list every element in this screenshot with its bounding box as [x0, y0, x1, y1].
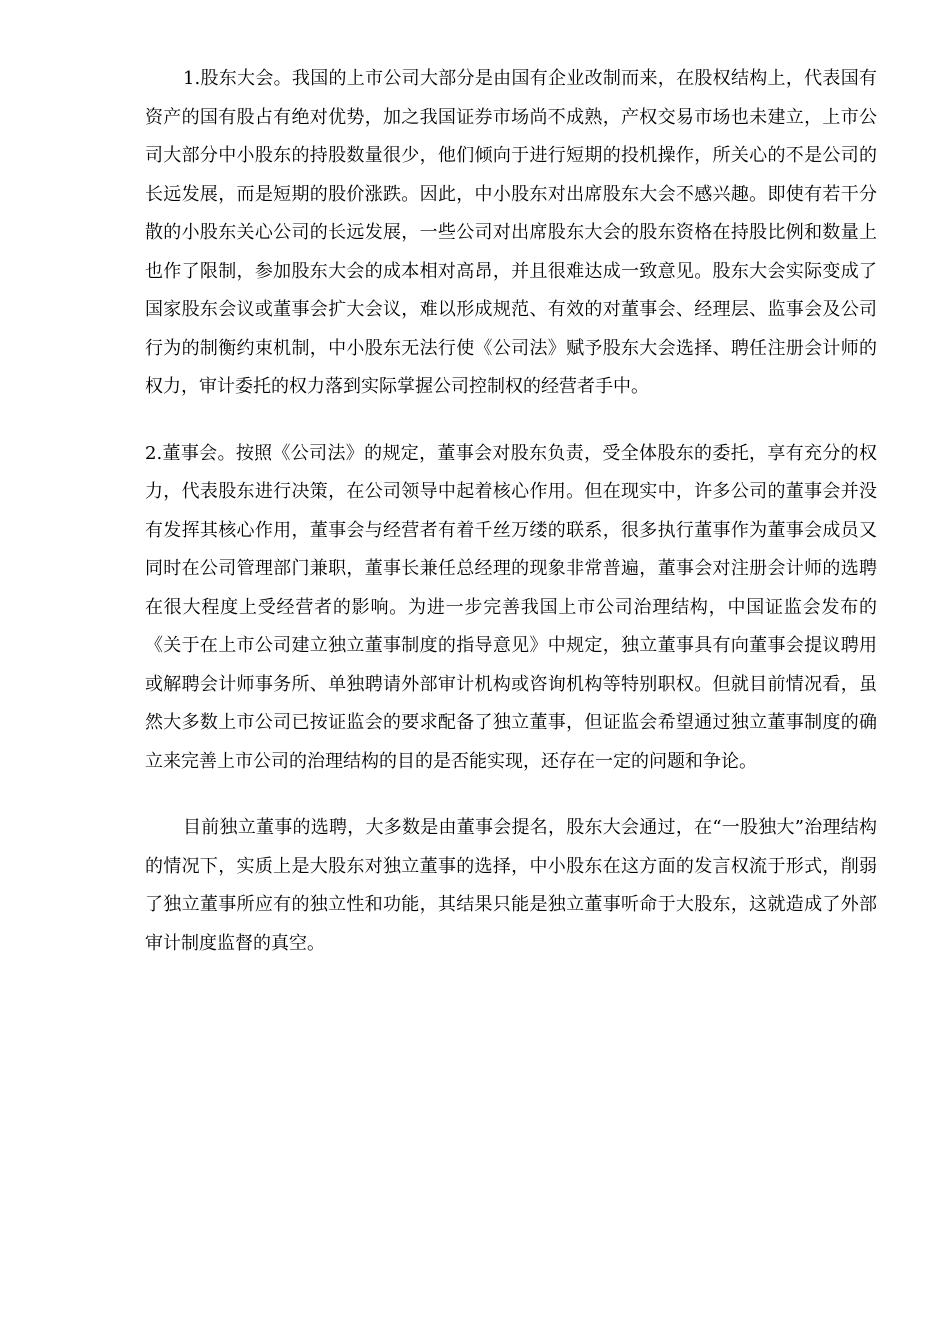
document-page: [145, 60, 877, 963]
paragraph-board-of-directors: 2.董事会。按照《公司法》的规定，董事会对股东负责，受全体股东的委托，享有充分的权力，代表股东进行决策，在公司领导中起着核心作用。但在现实中，许多公司的董事会并没有发挥其核心作用，董事会与经营者有着千丝万缕的联系，很多执行董事作为董事会成员又同时在公司管理部门兼职，董事长兼任总经理的现象非常普遍，董事会对注册会计师的选聘在很大程度上受经营者的影响。为进一步完善我国上市公司治理结构，中国证监会发布的《关于在上市公司建立独立董事制度的指导意见》中规定，独立董事具有向董事会提议聘用或解聘会计师事务所、单独聘请外部审计机构或咨询机构等特别职权。但就目前情况看，虽然大多数上市公司已按证监会的要求配备了独立董事，但证监会希望通过独立董事制度的确立来完善上市公司的治理结构的目的是否能实现，还存在一定的问题和争论。: [145, 442, 877, 772]
paragraph-independent-directors: 目前独立董事的选聘，大多数是由董事会提名，股东大会通过，在“一股独大”治理结构的情况下，实质上是大股东对独立董事的选择，中小股东在这方面的发言权流于形式，削弱了独立董事所应有的独立性和功能，其结果只能是独立董事听命于大股东，这就造成了外部审计制度监督的真空。: [145, 817, 877, 954]
paragraph-shareholders-meeting: 1.股东大会。我国的上市公司大部分是由国有企业改制而来，在股权结构上，代表国有资产的国有股占有绝对优势，加之我国证券市场尚不成熟，产权交易市场也未建立，上市公司大部分中小股东的持股数量很少，他们倾向于进行短期的投机操作，所关心的不是公司的长远发展，而是短期的股价涨跌。因此，中小股东对出席股东大会不感兴趣。即使有若干分散的小股东关心公司的长远发展，一些公司对出席股东大会的股东资格在持股比例和数量上也作了限制，参加股东大会的成本相对高昂，并且很难达成一致意见。股东大会实际变成了国家股东会议或董事会扩大会议，难以形成规范、有效的对董事会、经理层、监事会及公司行为的制衡约束机制，中小股东无法行使《公司法》赋予股东大会选择、聘任注册会计师的权力，审计委托的权力落到实际掌握公司控制权的经营者手中。: [145, 68, 877, 397]
